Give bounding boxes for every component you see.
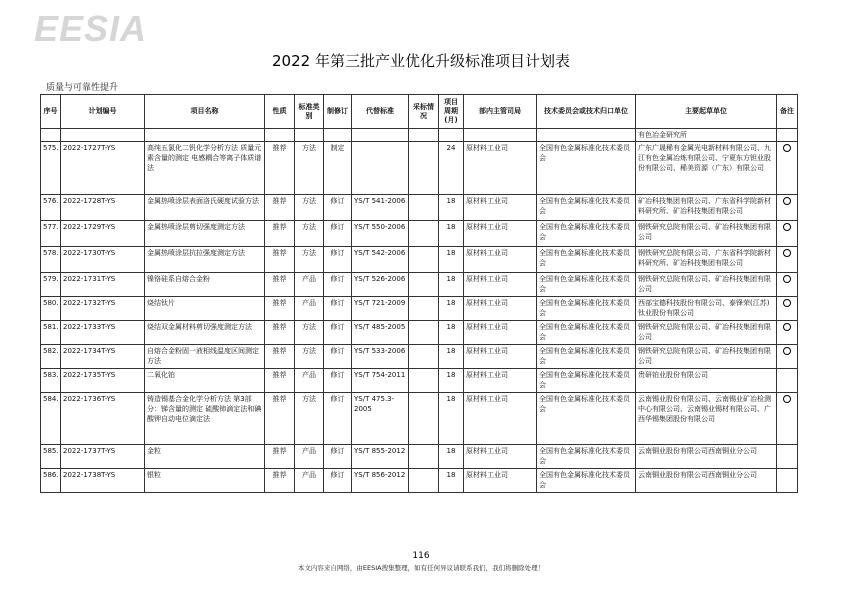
header-no: 序号 <box>41 95 61 129</box>
circle-mark-icon <box>783 249 791 257</box>
row-period: 18 <box>439 345 464 369</box>
row-plan-number: 2022-1736T-YS <box>61 393 145 445</box>
row-type: 产品 <box>295 445 324 469</box>
row-type: 方法 <box>295 221 324 247</box>
table-row <box>41 247 798 273</box>
header-name: 项目名称 <box>145 95 265 129</box>
row-adoption <box>409 142 439 195</box>
row-type: 方法 <box>295 247 324 273</box>
table-row <box>41 445 798 469</box>
row-replaced-standard <box>352 142 409 195</box>
standards-table <box>40 94 798 493</box>
row-plan-number: 2022-1738T-YS <box>61 469 145 493</box>
row-revision: 修订 <box>324 221 352 247</box>
row-nature: 推荐 <box>265 142 295 195</box>
row-note <box>777 221 798 247</box>
row-committee: 全国有色金属标准化技术委员会 <box>537 469 636 493</box>
row-department: 原材料工业司 <box>464 195 537 221</box>
row-adoption <box>409 247 439 273</box>
row-note <box>777 321 798 345</box>
row-number: 584. <box>41 393 61 445</box>
row-type: 方法 <box>295 345 324 369</box>
row-project-name: 铸造锡基合金化学分析方法 第3部分：锑含量的测定 硫酸铈滴定法和碘酸钾自动电位滴定法 <box>145 393 265 445</box>
table-row <box>41 469 798 493</box>
row-number: 580. <box>41 297 61 321</box>
row-type: 方法 <box>295 321 324 345</box>
header-note: 备注 <box>777 95 798 129</box>
row-replaced-standard: YS/T 550-2006 <box>352 221 409 247</box>
row-committee: 全国有色金属标准化技术委员会 <box>537 369 636 393</box>
row-adoption <box>409 195 439 221</box>
row-number: 583. <box>41 369 61 393</box>
row-nature: 推荐 <box>265 273 295 297</box>
row-revision: 修订 <box>324 369 352 393</box>
row-project-name: 金属热喷涂层表面洛氏硬度试验方法 <box>145 195 265 221</box>
circle-mark-icon <box>783 395 791 403</box>
row-nature: 推荐 <box>265 369 295 393</box>
row-replaced-standard: YS/T 542-2006 <box>352 247 409 273</box>
row-replaced-standard: YS/T 475.3-2005 <box>352 393 409 445</box>
row-replaced-standard: YS/T 721-2009 <box>352 297 409 321</box>
row-department: 原材料工业司 <box>464 469 537 493</box>
row-nature: 推荐 <box>265 297 295 321</box>
header-drafter: 主要起草单位 <box>636 95 777 129</box>
header-period: 项目周期(月) <box>439 95 464 129</box>
row-project-name: 镍铬硅系自熔合金粉 <box>145 273 265 297</box>
circle-mark-icon <box>783 347 791 355</box>
table-row <box>41 142 798 195</box>
row-number: 586. <box>41 469 61 493</box>
row-period: 18 <box>439 297 464 321</box>
row-plan-number: 2022-1731T-YS <box>61 273 145 297</box>
header-replaced: 代替标准 <box>352 95 409 129</box>
row-replaced-standard: YS/T 541-2006 <box>352 195 409 221</box>
row-type: 方法 <box>295 195 324 221</box>
table-row <box>41 345 798 369</box>
row-plan-number: 2022-1728T-YS <box>61 195 145 221</box>
row-adoption <box>409 345 439 369</box>
row-revision: 修订 <box>324 445 352 469</box>
circle-mark-icon <box>783 144 791 152</box>
row-period: 24 <box>439 142 464 195</box>
row-period: 18 <box>439 273 464 297</box>
row-replaced-standard: YS/T 856-2012 <box>352 469 409 493</box>
row-revision: 修订 <box>324 195 352 221</box>
row-number: 577. <box>41 221 61 247</box>
row-adoption <box>409 273 439 297</box>
circle-mark-icon <box>783 323 791 331</box>
header-dept: 部内主管司局 <box>464 95 537 129</box>
header-plan-no: 计划编号 <box>61 95 145 129</box>
row-committee: 全国有色金属标准化技术委员会 <box>537 142 636 195</box>
carry-over-text: 有色冶金研究所 <box>636 129 777 142</box>
page-title: 2022 年第三批产业优化升级标准项目计划表 <box>272 52 570 70</box>
row-drafter: 广东广晟稀有金属光电新材料有限公司、九江有色金属冶炼有限公司、宁夏东方钽业股份有限公司、稀美资源（广东）有限公司 <box>636 142 777 195</box>
row-committee: 全国有色金属标准化技术委员会 <box>537 345 636 369</box>
row-revision: 修订 <box>324 273 352 297</box>
row-nature: 推荐 <box>265 321 295 345</box>
table-row <box>41 393 798 445</box>
row-drafter: 钢铁研究总院有限公司、矿冶科技集团有限公司 <box>636 321 777 345</box>
row-drafter: 钢铁研究总院有限公司、矿冶科技集团有限公司 <box>636 345 777 369</box>
row-replaced-standard: YS/T 526-2006 <box>352 273 409 297</box>
row-note <box>777 273 798 297</box>
row-number: 581. <box>41 321 61 345</box>
row-department: 原材料工业司 <box>464 445 537 469</box>
row-plan-number: 2022-1735T-YS <box>61 369 145 393</box>
eesia-logo: EESIA <box>34 8 148 49</box>
row-nature: 推荐 <box>265 221 295 247</box>
row-drafter: 云南铜业股份有限公司西南铜业分公司 <box>636 469 777 493</box>
row-revision: 修订 <box>324 321 352 345</box>
row-drafter: 钢铁研究总院有限公司、广东省科学院新材料研究所、矿冶科技集团有限公司 <box>636 247 777 273</box>
row-nature: 推荐 <box>265 195 295 221</box>
row-plan-number: 2022-1737T-YS <box>61 445 145 469</box>
header-revision: 制修订 <box>324 95 352 129</box>
row-plan-number: 2022-1727T-YS <box>61 142 145 195</box>
row-nature: 推荐 <box>265 247 295 273</box>
row-adoption <box>409 369 439 393</box>
row-project-name: 金属热喷涂层抗拉强度测定方法 <box>145 247 265 273</box>
row-number: 582. <box>41 345 61 369</box>
row-department: 原材料工业司 <box>464 345 537 369</box>
row-note <box>777 469 798 493</box>
header-committee: 技术委员会或技术归口单位 <box>537 95 636 129</box>
row-department: 原材料工业司 <box>464 273 537 297</box>
row-adoption <box>409 221 439 247</box>
row-adoption <box>409 321 439 345</box>
row-project-name: 银粒 <box>145 469 265 493</box>
row-project-name: 烧结钛片 <box>145 297 265 321</box>
row-committee: 全国有色金属标准化技术委员会 <box>537 273 636 297</box>
row-committee: 全国有色金属标准化技术委员会 <box>537 445 636 469</box>
row-drafter: 矿冶科技集团有限公司、广东省科学院新材料研究所、矿冶科技集团有限公司 <box>636 195 777 221</box>
row-revision: 修订 <box>324 247 352 273</box>
row-project-name: 二氧化铂 <box>145 369 265 393</box>
row-revision: 修订 <box>324 297 352 321</box>
row-department: 原材料工业司 <box>464 221 537 247</box>
row-drafter: 钢铁研究总院有限公司、矿冶科技集团有限公司 <box>636 273 777 297</box>
row-adoption <box>409 445 439 469</box>
row-note <box>777 247 798 273</box>
row-period: 18 <box>439 369 464 393</box>
row-nature: 推荐 <box>265 469 295 493</box>
row-drafter: 钢铁研究总院有限公司、矿冶科技集团有限公司 <box>636 221 777 247</box>
section-label: 质量与可靠性提升 <box>46 83 119 93</box>
row-note <box>777 369 798 393</box>
row-plan-number: 2022-1730T-YS <box>61 247 145 273</box>
row-drafter: 云南锡业股份有限公司、云南锡业矿冶检测中心有限公司、云南锡业锡材有限公司、广西华锡集团股份有限公司 <box>636 393 777 445</box>
row-note <box>777 345 798 369</box>
row-number: 575. <box>41 142 61 195</box>
footer-notice: 本文内容来自网络，由EESIA搜集整理，如有任何异议请联系我们，我们将删除处理！ <box>297 564 545 572</box>
row-replaced-standard: YS/T 485-2005 <box>352 321 409 345</box>
circle-mark-icon <box>783 299 791 307</box>
row-note <box>777 393 798 445</box>
row-department: 原材料工业司 <box>464 393 537 445</box>
table-row <box>41 321 798 345</box>
row-project-name: 高纯五氯化二钒化学分析方法 质量元素含量的测定 电感耦合等离子体质谱法 <box>145 142 265 195</box>
row-number: 579. <box>41 273 61 297</box>
row-drafter: 云南铜业股份有限公司西南铜业分公司 <box>636 445 777 469</box>
row-project-name: 金属热喷涂层剪切强度测定方法 <box>145 221 265 247</box>
row-committee: 全国有色金属标准化技术委员会 <box>537 221 636 247</box>
circle-mark-icon <box>783 197 791 205</box>
row-committee: 全国有色金属标准化技术委员会 <box>537 297 636 321</box>
row-plan-number: 2022-1732T-YS <box>61 297 145 321</box>
row-adoption <box>409 393 439 445</box>
page-number: 116 <box>412 551 430 561</box>
carry-over-row <box>41 129 798 142</box>
row-revision: 修订 <box>324 469 352 493</box>
row-type: 产品 <box>295 469 324 493</box>
table-row <box>41 297 798 321</box>
row-period: 18 <box>439 445 464 469</box>
circle-mark-icon <box>783 275 791 283</box>
row-number: 585. <box>41 445 61 469</box>
row-nature: 推荐 <box>265 393 295 445</box>
row-plan-number: 2022-1734T-YS <box>61 345 145 369</box>
row-period: 18 <box>439 393 464 445</box>
row-period: 18 <box>439 469 464 493</box>
row-type: 产品 <box>295 297 324 321</box>
row-type: 方法 <box>295 393 324 445</box>
row-replaced-standard: YS/T 754-2011 <box>352 369 409 393</box>
row-note <box>777 195 798 221</box>
row-department: 原材料工业司 <box>464 142 537 195</box>
row-drafter: 贵研铂业股份有限公司 <box>636 369 777 393</box>
header-type: 标准类别 <box>295 95 324 129</box>
header-nature: 性质 <box>265 95 295 129</box>
row-plan-number: 2022-1729T-YS <box>61 221 145 247</box>
row-period: 18 <box>439 321 464 345</box>
row-department: 原材料工业司 <box>464 297 537 321</box>
row-replaced-standard: YS/T 855-2012 <box>352 445 409 469</box>
row-revision: 修订 <box>324 345 352 369</box>
table-row <box>41 273 798 297</box>
row-note <box>777 297 798 321</box>
row-project-name: 烧结双金属材料剪切强度测定方法 <box>145 321 265 345</box>
row-number: 578. <box>41 247 61 273</box>
row-department: 原材料工业司 <box>464 369 537 393</box>
row-period: 18 <box>439 221 464 247</box>
row-project-name: 自熔合金粉固一液相线温度区间测定方法 <box>145 345 265 369</box>
row-type: 产品 <box>295 369 324 393</box>
row-nature: 推荐 <box>265 445 295 469</box>
row-drafter: 西部宝德科技股份有限公司、泰锋荣(江苏)钛业股份有限公司 <box>636 297 777 321</box>
row-type: 产品 <box>295 273 324 297</box>
circle-mark-icon <box>783 223 791 231</box>
table-header <box>41 95 798 129</box>
row-committee: 全国有色金属标准化技术委员会 <box>537 195 636 221</box>
row-department: 原材料工业司 <box>464 247 537 273</box>
row-department: 原材料工业司 <box>464 321 537 345</box>
row-committee: 全国有色金属标准化技术委员会 <box>537 247 636 273</box>
row-committee: 全国有色金属标准化技术委员会 <box>537 393 636 445</box>
table-row <box>41 369 798 393</box>
row-type: 方法 <box>295 142 324 195</box>
row-committee: 全国有色金属标准化技术委员会 <box>537 321 636 345</box>
row-plan-number: 2022-1733T-YS <box>61 321 145 345</box>
table-row <box>41 221 798 247</box>
row-replaced-standard: YS/T 533-2006 <box>352 345 409 369</box>
row-nature: 推荐 <box>265 345 295 369</box>
row-period: 18 <box>439 195 464 221</box>
table-row <box>41 195 798 221</box>
row-revision: 修订 <box>324 393 352 445</box>
header-adopt: 采标情况 <box>409 95 439 129</box>
row-note <box>777 445 798 469</box>
row-project-name: 金粒 <box>145 445 265 469</box>
row-number: 576. <box>41 195 61 221</box>
row-period: 18 <box>439 247 464 273</box>
row-adoption <box>409 297 439 321</box>
row-revision: 制定 <box>324 142 352 195</box>
row-note <box>777 142 798 195</box>
row-adoption <box>409 469 439 493</box>
